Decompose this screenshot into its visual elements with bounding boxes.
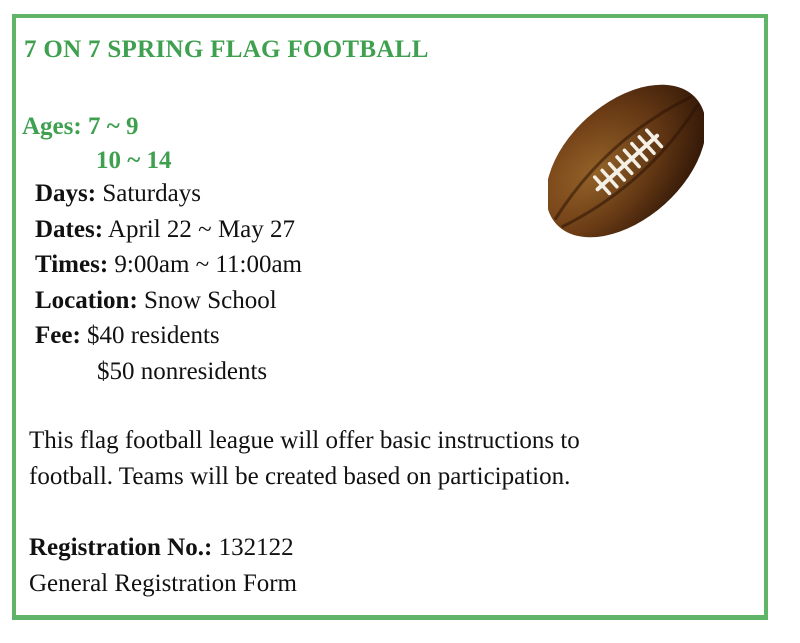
description-line-1: This flag football league will offer basic instructions to: [29, 427, 580, 454]
ages-row-2: [22, 144, 172, 178]
football-icon: [548, 72, 704, 250]
registration-form-link: General Registration Form: [29, 570, 297, 597]
times-value: 9:00am ~ 11:00am: [114, 251, 302, 278]
description-line-2: football. Teams will be created based on participation.: [29, 463, 571, 490]
location-row: [35, 283, 302, 319]
fee-residents: $40 residents: [87, 322, 220, 349]
days-value: Saturdays: [102, 180, 201, 207]
fee-nonresidents: $50 nonresidents: [97, 357, 268, 385]
description: [29, 423, 729, 495]
days-row: [35, 176, 302, 212]
times-row: [35, 247, 302, 283]
fee-row-2: [35, 354, 302, 390]
location-value: Snow School: [144, 286, 277, 314]
location-label: Location:: [35, 286, 138, 314]
registration-number: 132122: [218, 534, 294, 561]
fee-row: [35, 318, 302, 354]
ages-range-2: 10 ~ 14: [96, 147, 172, 174]
dates-row: [35, 212, 302, 248]
registration-section: [29, 530, 297, 602]
ages-label: Ages:: [22, 113, 82, 140]
registration-label: Registration No.:: [29, 534, 213, 561]
ages-section: [22, 110, 172, 178]
fee-label: Fee:: [35, 322, 81, 349]
flyer-title: 7 ON 7 SPRING FLAG FOOTBALL: [24, 36, 429, 63]
details-section: [35, 176, 302, 389]
ages-range-1: 7 ~ 9: [87, 113, 139, 140]
days-label: Days:: [35, 180, 97, 207]
times-label: Times:: [35, 251, 109, 278]
ages-row-1: [22, 110, 172, 144]
dates-label: Dates:: [35, 215, 104, 243]
registration-row: [29, 530, 297, 566]
dates-value: April 22 ~ May 27: [107, 215, 296, 243]
